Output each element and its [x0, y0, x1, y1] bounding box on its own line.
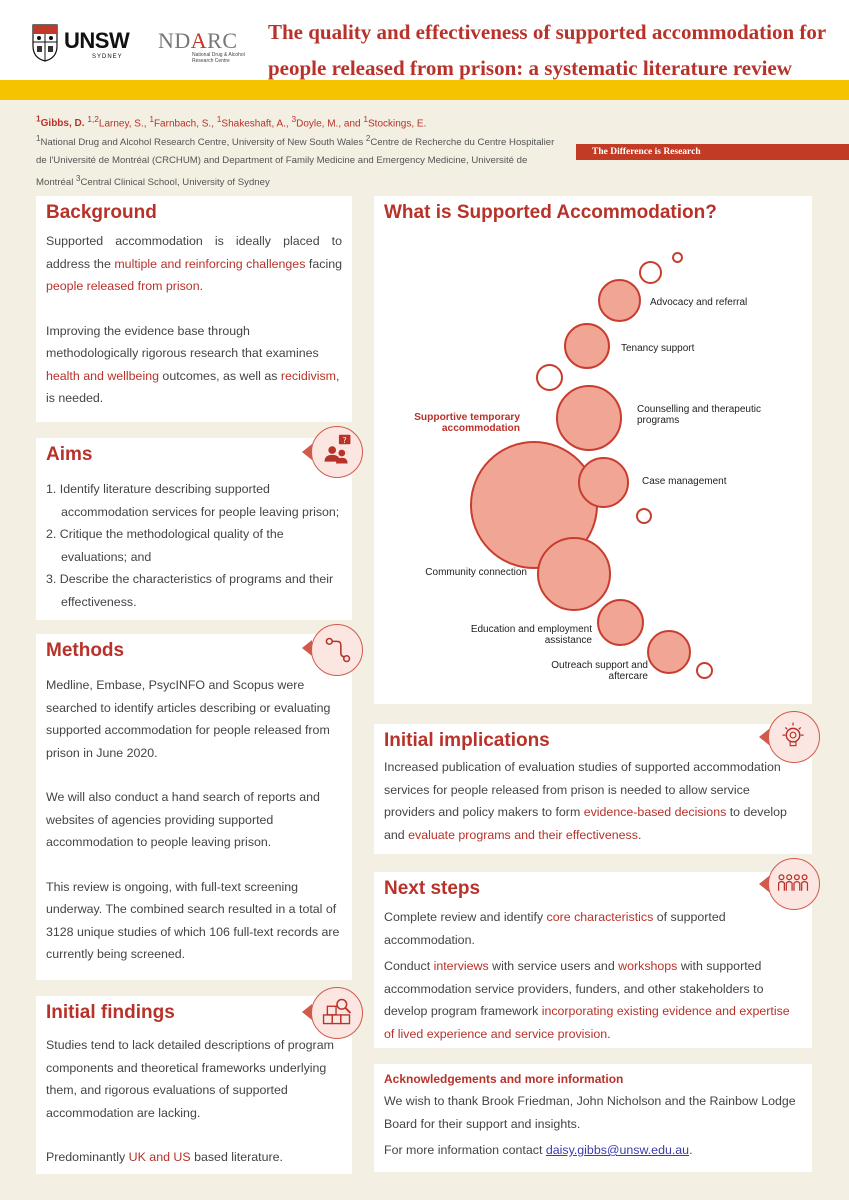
- ring-tiny-top: [672, 252, 683, 263]
- unsw-sub: SYDNEY: [92, 54, 123, 60]
- aims-item: 1. Identify literature describing supported accommodation services for people leaving prison;: [46, 482, 340, 519]
- ack-para-1: We wish to thank Brook Friedman, John Nicholson and the Rainbow Lodge Board for their support and insights.: [384, 1094, 796, 1131]
- next-para-1: Complete review and identify core characteristics of supported accommodation.: [384, 910, 726, 947]
- bubble-education: [597, 599, 644, 646]
- bubble-counselling: [556, 385, 622, 451]
- implications-para: Increased publication of evaluation studies of supported accommodation services for people released from prison is needed to allow service providers and policy makers to form evidence-based decisions to develop and evaluate programs and their effectiveness.: [384, 760, 787, 842]
- authors-line: $^1$Gibbs, D. $^{1,2}$Larney, S., $^1$Farnbach, S., $^1$Shakeshaft, A., $^3$Doyle, M., and $^1$Stockings, E.: [36, 114, 427, 130]
- header: [0, 0, 849, 80]
- background-para-1: Supported accommodation is ideally placed to address the multiple and reinforcing challenges facing people released from prison.: [46, 234, 342, 293]
- next-badge: [768, 858, 820, 910]
- next-card: [374, 872, 812, 1048]
- background-para-2: Improving the evidence base through methodologically rigorous research that examines health and wellbeing outcomes, as well as recidivism, is needed.: [46, 323, 340, 405]
- unsw-wordmark: UNSW: [64, 28, 130, 53]
- aims-badge: [311, 426, 363, 478]
- next-heading: Next steps: [384, 878, 481, 899]
- bubble-community: [537, 537, 611, 611]
- label-outreach: Outreach support and aftercare: [551, 660, 648, 682]
- label-education: Education and employment assistance: [470, 624, 592, 646]
- findings-para-1: Studies tend to lack detailed descriptions of program components and theoretical frameworks underlying them, and rigorous evaluations of supported accommodation are lacking.: [46, 1038, 334, 1120]
- ring-small-top: [639, 261, 662, 284]
- email-link[interactable]: daisy.gibbs@unsw.edu.au: [545, 1143, 690, 1157]
- bubble-tenancy: [564, 323, 610, 369]
- findings-heading: Initial findings: [46, 1002, 175, 1023]
- findings-badge: [311, 987, 363, 1039]
- label-community: Community connection: [425, 567, 527, 578]
- bubble-advocacy: [598, 279, 641, 322]
- label-tenancy: Tenancy support: [621, 343, 695, 354]
- background-heading: Background: [46, 202, 157, 223]
- implications-badge: [768, 711, 820, 763]
- ndarc-logo: [158, 30, 258, 70]
- ring-small-bottom: [696, 662, 713, 679]
- methods-card: [36, 634, 352, 980]
- methods-para-3: This review is ongoing, with full-text screening underway. The combined search resulted in a total of 3128 unique studies of which 106 full-text records are currently being screened.: [46, 879, 340, 961]
- center-label: Supportive temporary accommodation: [414, 412, 520, 434]
- affiliations: $^1$National Drug and Alcohol Research Centre, University of New South Wales $^2$Centre de Recherche du Centre Hospitalier de l'Université de Montréal (CRCHUM) and Department of Family Medicine and Emergency Medicine, Université de Montréal $^3$Central Clinical School, University of Sydney: [36, 134, 555, 189]
- background-card: [36, 196, 352, 422]
- aims-list: [46, 478, 342, 613]
- findings-card: [36, 996, 352, 1174]
- lightbulb-icon: [769, 712, 819, 762]
- ndarc-wordmark: NDARC: [158, 28, 238, 53]
- yellow-band: [0, 80, 849, 100]
- implications-card: [374, 724, 812, 854]
- bubble-case: [578, 457, 629, 508]
- unsw-logo: [32, 24, 132, 68]
- findings-para-2: Predominantly UK and US based literature.: [46, 1150, 283, 1164]
- aims-item: 3. Describe the characteristics of programs and their effectiveness.: [46, 572, 334, 609]
- ack-para-2: For more information contact daisy.gibbs@unsw.edu.au.: [384, 1143, 693, 1157]
- label-counselling: Counselling and therapeutic programs: [637, 404, 761, 426]
- flow-path-icon: [312, 625, 362, 675]
- aims-heading: Aims: [46, 444, 93, 465]
- svg-text:?: ?: [342, 435, 347, 445]
- bubble-outreach: [647, 630, 691, 674]
- methods-para-1: Medline, Embase, PsycINFO and Scopus were searched to identify articles describing or evaluating supported accommodation for people released from prison in June 2020.: [46, 678, 331, 760]
- methods-badge: [311, 624, 363, 676]
- ring-small-mid: [636, 508, 652, 524]
- search-boxes-icon: [312, 988, 362, 1038]
- aims-item: 2. Critique the methodological quality of the evaluations; and: [46, 527, 284, 564]
- ack-card: [374, 1064, 812, 1172]
- ndarc-sub: National Drug & Alcohol Research Centre: [192, 52, 245, 64]
- methods-para-2: We will also conduct a hand search of reports and websites of agencies providing supported accommodation to people leaving prison.: [46, 790, 320, 849]
- people-question-icon: [312, 427, 362, 477]
- poster-title: The quality and effectiveness of supported accommodation for people released from prison: a systematic literature review: [268, 20, 826, 80]
- methods-heading: Methods: [46, 640, 125, 661]
- ring-mid: [536, 364, 563, 391]
- what-heading: What is Supported Accommodation?: [384, 202, 717, 223]
- next-para-2: Conduct interviews with service users and workshops with supported accommodation service providers, funders, and other stakeholders to develop program framework incorporating existing evidence and expertise of lived experience and service provision.: [384, 959, 790, 1041]
- aims-card: [36, 435, 352, 620]
- implications-heading: Initial implications: [384, 730, 550, 751]
- label-case: Case management: [642, 476, 727, 487]
- tagline-bar: The Difference is Research: [576, 144, 849, 160]
- group-people-icon: [769, 859, 819, 909]
- bubble-diagram: [374, 196, 812, 704]
- label-advocacy: Advocacy and referral: [650, 297, 748, 308]
- unsw-crest-icon: [32, 24, 58, 62]
- ack-heading: Acknowledgements and more information: [384, 1072, 624, 1086]
